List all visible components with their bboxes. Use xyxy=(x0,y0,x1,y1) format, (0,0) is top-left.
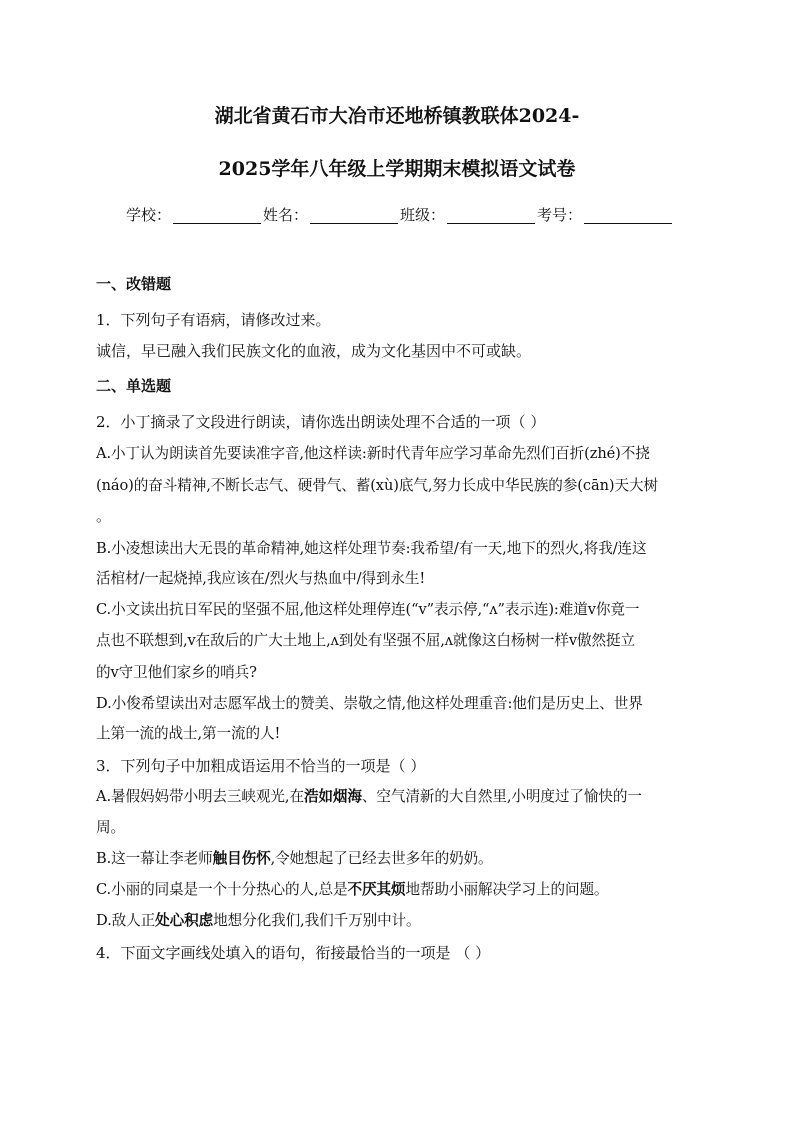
exam-title-line-2: 2025学年八年级上学期期末模拟语文试卷 xyxy=(218,158,576,180)
bold-idiom: 浩如烟海 xyxy=(303,788,362,805)
question-1-stem: 1．下列句子有语病，请修改过来。 xyxy=(96,311,331,329)
question-2-option-d-line-1: D.小俊希望读出对志愿军战士的赞美、崇敬之情,他这样处理重音:他们是历史上、世界 xyxy=(96,695,643,712)
section-heading-1: 一、改错题 xyxy=(96,275,172,293)
school-blank[interactable] xyxy=(173,207,261,224)
question-2-stem: 2．小丁摘录了文段进行朗读，请你选出朗读处理不合适的一项（ ） xyxy=(96,413,546,431)
question-2-option-c-line-1: C.小文读出抗日军民的坚强不屈,他这样处理停连(“v”表示停,“ʌ”表示连):难道v你竟一 xyxy=(96,601,640,618)
question-1-sentence: 诚信，早已融入我们民族文化的血液，成为文化基因中不可或缺。 xyxy=(96,342,532,360)
question-2-option-a-line-2: (náo)的奋斗精神,不断长志气、硬骨气、蓄(xù)底气,努力长成中华民族的参(cān)天大树 xyxy=(96,477,658,494)
question-3-stem: 3．下列句子中加粗成语运用不恰当的一项是（ ） xyxy=(96,757,426,775)
option-text: D.敌人正 xyxy=(96,912,156,929)
option-text: 地想分化我们,我们千万别中计。 xyxy=(213,912,421,929)
name-blank[interactable] xyxy=(310,207,398,224)
question-3-option-b xyxy=(96,848,698,870)
question-2-option-a-line-1: A.小丁认为朗读首先要读准字音,他这样读:新时代青年应学习革命先烈们百折(zhé)不挠 xyxy=(96,445,650,462)
question-2-option-c-line-2: 点也不联想到,v在敌后的广大土地上,ʌ到处有坚强不屈,ʌ就像这白杨树一样v傲然挺立 xyxy=(96,632,635,649)
question-2-option-b-line-2: 活棺材/一起烧掉,我应该在/烈火与热血中/得到永生! xyxy=(96,570,426,587)
question-3-option-d xyxy=(96,910,698,932)
question-3-option-a-line-2: 周。 xyxy=(96,819,125,836)
option-text: B.这一幕让李老师 xyxy=(96,850,213,867)
number-blank[interactable] xyxy=(584,207,672,224)
question-2-option-a-line-3: 。 xyxy=(96,508,111,525)
class-label: 班级： xyxy=(400,206,446,224)
option-text: A.暑假妈妈带小明去三峡观光,在 xyxy=(96,788,304,805)
class-blank[interactable] xyxy=(447,207,535,224)
number-label: 考号： xyxy=(537,206,583,224)
option-text: 地帮助小丽解决学习上的问题。 xyxy=(405,881,609,898)
option-text: ,令她想起了已经去世多年的奶奶。 xyxy=(270,850,493,867)
school-label: 学校： xyxy=(126,206,172,224)
question-3-option-a-line-1 xyxy=(96,786,698,808)
section-heading-2: 二、单选题 xyxy=(96,377,172,395)
question-3-option-c xyxy=(96,879,698,901)
bold-idiom: 处心积虑 xyxy=(155,912,214,929)
question-2-option-b-line-1: B.小凌想读出大无畏的革命精神,她这样处理节奏:我希望/有一天,地下的烈火,将我/连这 xyxy=(96,540,647,557)
exam-title-line-1: 湖北省黄石市大冶市还地桥镇教联体2024- xyxy=(214,105,580,127)
bold-idiom: 触目伤怀 xyxy=(212,850,271,867)
option-text: 、空气清新的大自然里,小明度过了愉快的一 xyxy=(361,788,642,805)
question-2-option-c-line-3: 的v守卫他们家乡的哨兵? xyxy=(96,664,257,681)
question-2-option-d-line-2: 上第一流的战士,第一流的人! xyxy=(96,725,281,742)
option-text: C.小丽的同桌是一个十分热心的人,总是 xyxy=(96,881,348,898)
question-4-stem: 4．下面文字画线处填入的语句，衔接最恰当的一项是 （ ） xyxy=(96,944,491,962)
bold-idiom: 不厌其烦 xyxy=(347,881,406,898)
student-info-row xyxy=(126,203,686,227)
name-label: 姓名： xyxy=(263,206,309,224)
